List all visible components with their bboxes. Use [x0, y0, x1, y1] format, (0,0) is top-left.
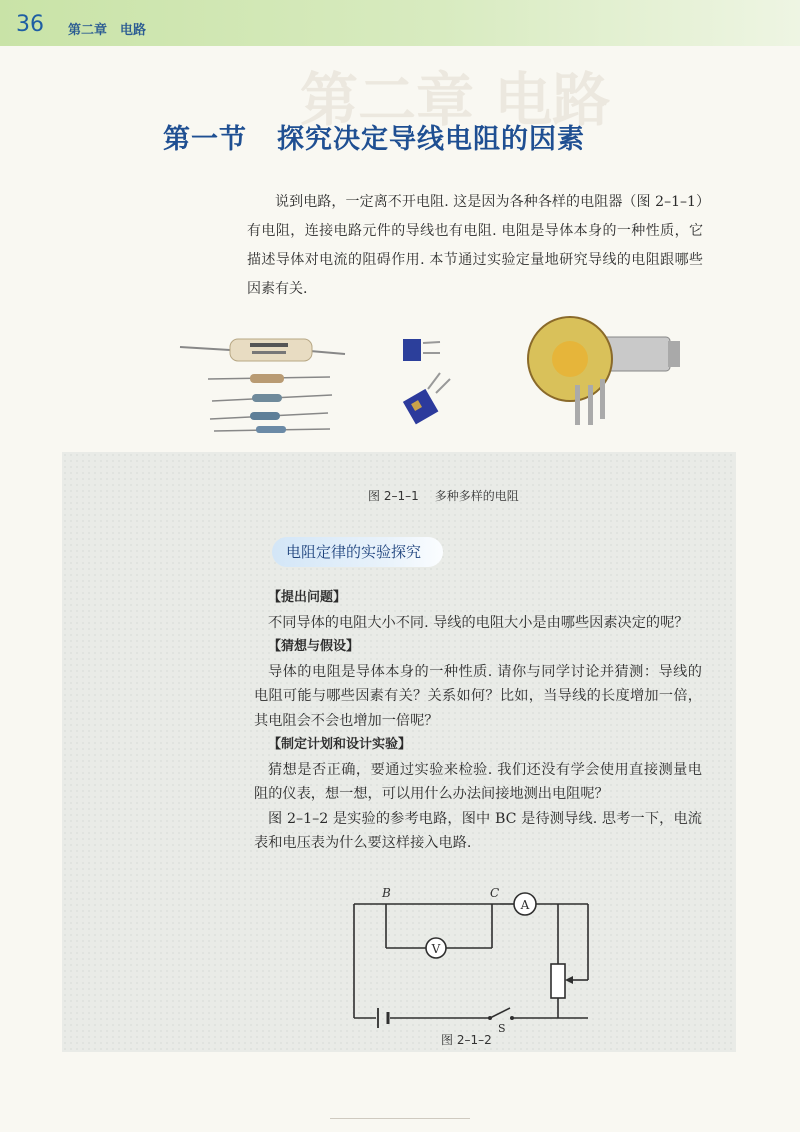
resistor-photos — [170, 315, 700, 445]
plan-heading: 【制定计划和设计实验】 — [268, 737, 412, 752]
trimmer-resistors-image — [403, 339, 450, 424]
rheostat-symbol — [551, 964, 573, 998]
chapter-label: 第二章 电路 — [68, 23, 147, 38]
watermark: 第二章 电路 — [300, 66, 611, 134]
switch-contact — [488, 1016, 492, 1020]
hypothesis-paragraph: 导体的电阻是导体本身的一种性质. 请你与同学讨论并猜测：导线的电阻可能与哪些因素有关？关系如何？比如，当导线的长度增加一倍，其电阻会不会也增加一倍呢？ — [254, 663, 702, 729]
plan-paragraph: 猜想是否正确，要通过实验来检验. 我们还没有学会使用直接测量电阻的仪表，想一想，可以用什么办法间接地测出电阻呢？ — [254, 761, 702, 802]
section-title — [163, 117, 585, 156]
figure1-caption — [368, 487, 519, 504]
figure2-caption: 图 2–1–2 — [441, 1033, 492, 1047]
switch-label: S — [498, 1022, 506, 1035]
circuit-paragraph: 图 2–1–2 是实验的参考电路，图中 BC 是待测导线. 思考一下，电流表和电压表为什么要这样接入电路. — [254, 810, 702, 851]
small-resistors-image — [208, 374, 332, 433]
hypothesis-heading: 【猜想与假设】 — [268, 639, 360, 654]
point-b-label: B — [382, 886, 391, 900]
experiment-body — [254, 586, 702, 856]
ammeter-symbol — [514, 893, 536, 915]
point-c-label: C — [490, 886, 500, 900]
voltmeter-label: V — [431, 942, 441, 956]
experiment-title: 电阻定律的实验探究 — [272, 537, 443, 567]
figure1-caption-text: 多种多样的电阻 — [434, 489, 519, 503]
switch-contact — [510, 1016, 514, 1020]
section-number: 第一节 — [163, 124, 247, 155]
voltmeter-symbol — [426, 938, 446, 958]
question-heading: 【提出问题】 — [268, 590, 347, 605]
ammeter-label: A — [520, 898, 530, 912]
intro-paragraph: 说到电路，一定离不开电阻. 这是因为各种各样的电阻器（图 2–1–1）有电阻，连接电路元件的导线也有电阻. 电阻是导体本身的一种性质，它描述导体对电流的阻碍作用. 本节通过实验定量地研究导线的电阻跟哪些因素有关. — [247, 194, 703, 297]
figure1-number: 图 2–1–1 — [368, 489, 419, 503]
page-number: 36 — [16, 12, 44, 37]
rotary-potentiometer-image — [528, 317, 680, 425]
circuit-diagram — [340, 884, 610, 1044]
section-heading: 探究决定导线电阻的因素 — [277, 124, 585, 155]
question-paragraph: 不同导体的电阻大小不同. 导线的电阻大小是由哪些因素决定的呢？ — [268, 614, 689, 631]
ceramic-resistor-image — [180, 339, 345, 361]
bottom-divider — [330, 1118, 470, 1119]
battery-symbol — [378, 1008, 388, 1028]
